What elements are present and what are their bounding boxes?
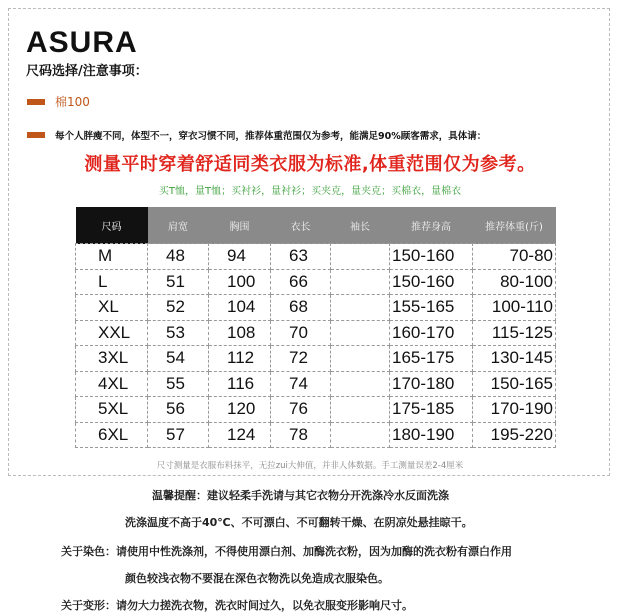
header-height: 推荐身高: [390, 207, 473, 244]
table-row: [76, 244, 556, 270]
table-cell: 51: [148, 269, 209, 295]
table-cell: XL: [76, 295, 148, 321]
table-cell: 55: [148, 371, 209, 397]
notice-text: 每个人胖瘦不同，体型不一，穿衣习惯不同，推荐体重范围仅为参考，能满足90%顾客需求，具体请：: [55, 131, 487, 142]
table-cell: 53: [148, 320, 209, 346]
table-cell: 170-190: [473, 397, 556, 423]
table-cell: 52: [148, 295, 209, 321]
table-cell: 78: [271, 422, 331, 448]
table-row: [76, 371, 556, 397]
table-cell: 170-180: [390, 371, 473, 397]
table-cell: M: [76, 244, 148, 270]
table-cell: 115-125: [473, 320, 556, 346]
table-cell: 150-165: [473, 371, 556, 397]
header-weight: 推荐体重(斤): [473, 207, 556, 244]
subtitle: 尺码选择/注意事项：: [26, 64, 148, 79]
table-cell: 108: [209, 320, 271, 346]
table-cell: 70: [271, 320, 331, 346]
table-cell: 54: [148, 346, 209, 372]
table-cell: 3XL: [76, 346, 148, 372]
table-cell: [331, 397, 390, 423]
table-cell: [331, 320, 390, 346]
table-header-row: [76, 207, 556, 244]
material-line: [27, 93, 90, 110]
table-cell: [331, 371, 390, 397]
table-cell: L: [76, 269, 148, 295]
table-cell: 112: [209, 346, 271, 372]
material-text: 棉100: [55, 95, 90, 109]
table-cell: 70-80: [473, 244, 556, 270]
table-cell: 63: [271, 244, 331, 270]
table-cell: 104: [209, 295, 271, 321]
size-table: [75, 207, 556, 448]
table-cell: [331, 346, 390, 372]
table-cell: [331, 269, 390, 295]
table-cell: 4XL: [76, 371, 148, 397]
notice-line: [27, 128, 486, 142]
measurement-footnote: 尺寸测量是衣服布料抹平，无拉zui大伸值，并非人体数据。手工测量误差2-4厘米: [156, 461, 464, 471]
table-cell: 150-160: [390, 244, 473, 270]
table-cell: 124: [209, 422, 271, 448]
measurement-warning: 测量平时穿着舒适同类衣服为标准,体重范围仅为参考。: [84, 154, 536, 175]
table-cell: 130-145: [473, 346, 556, 372]
bullet-bar-icon: [27, 99, 45, 105]
header-size: 尺码: [76, 207, 148, 244]
table-cell: XXL: [76, 320, 148, 346]
table-cell: 120: [209, 397, 271, 423]
table-cell: 165-175: [390, 346, 473, 372]
header-length: 衣长: [271, 207, 331, 244]
table-row: [76, 269, 556, 295]
care-line-1: 温馨提醒：建议轻柔手洗请与其它衣物分开洗涤冷水反面洗涤: [152, 489, 449, 502]
table-cell: 48: [148, 244, 209, 270]
match-hint: 买T恤，量T恤；买衬衫，量衬衫；买夹克，量夹克；买棉衣，量棉衣: [158, 186, 462, 197]
table-cell: 116: [209, 371, 271, 397]
table-cell: 6XL: [76, 422, 148, 448]
table-cell: 80-100: [473, 269, 556, 295]
table-cell: 100: [209, 269, 271, 295]
brand-title: ASURA: [26, 26, 138, 59]
table-cell: 57: [148, 422, 209, 448]
table-cell: [331, 295, 390, 321]
table-row: [76, 320, 556, 346]
table-cell: 94: [209, 244, 271, 270]
table-row: [76, 422, 556, 448]
table-row: [76, 397, 556, 423]
table-cell: 74: [271, 371, 331, 397]
table-cell: 195-220: [473, 422, 556, 448]
table-cell: 72: [271, 346, 331, 372]
table-cell: [331, 244, 390, 270]
table-cell: 76: [271, 397, 331, 423]
care-line-4: 颜色较浅衣物不要混在深色衣物洗以免造成衣服染色。: [125, 572, 389, 585]
table-cell: 100-110: [473, 295, 556, 321]
table-cell: 68: [271, 295, 331, 321]
table-row: [76, 295, 556, 321]
header-shoulder: 肩宽: [148, 207, 209, 244]
header-sleeve: 袖长: [331, 207, 390, 244]
care-line-5: 关于变形：请勿大力搓洗衣物，洗衣时间过久，以免衣服变形影响尺寸。: [61, 599, 413, 612]
table-cell: 175-185: [390, 397, 473, 423]
table-cell: 155-165: [390, 295, 473, 321]
table-cell: [331, 422, 390, 448]
header-chest: 胸围: [209, 207, 271, 244]
table-cell: 56: [148, 397, 209, 423]
care-line-3: 关于染色：请使用中性洗涤剂，不得使用漂白剂、加酶洗衣粉，因为加酶的洗衣粉有漂白作用: [61, 545, 512, 558]
table-row: [76, 346, 556, 372]
table-cell: 160-170: [390, 320, 473, 346]
table-cell: 5XL: [76, 397, 148, 423]
bullet-bar-icon: [27, 132, 45, 138]
table-cell: 66: [271, 269, 331, 295]
table-cell: 150-160: [390, 269, 473, 295]
care-line-2: 洗涤温度不高于40℃、不可漂白、不可翻转干燥、在阴凉处悬挂晾干。: [125, 516, 473, 529]
table-cell: 180-190: [390, 422, 473, 448]
